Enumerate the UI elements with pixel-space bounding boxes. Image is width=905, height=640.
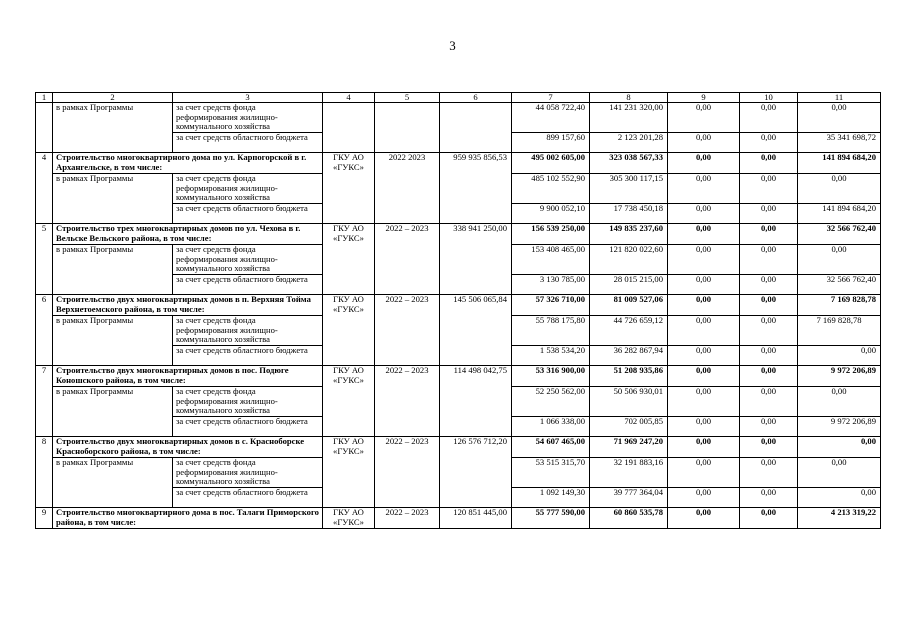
customer-cell: ГКУ АО «ГУКС» [323, 366, 375, 437]
total-value-cell: 0,00 [668, 295, 740, 316]
table-row [36, 366, 881, 387]
value-cell: 0,00 [668, 245, 740, 275]
total-value-cell: 9 972 206,89 [798, 366, 881, 387]
value-cell: 7 169 828,78 [798, 316, 881, 346]
total-value-cell: 54 607 465,00 [512, 437, 590, 458]
total-value-cell: 4 213 319,22 [798, 508, 881, 529]
column-header: 3 [173, 93, 323, 103]
years-cell: 2022 – 2023 [375, 295, 440, 366]
value-cell: 0,00 [798, 103, 881, 133]
total-value-cell: 53 316 900,00 [512, 366, 590, 387]
funding-source-cell: за счет средств фонда реформирования жилищно-коммунального хозяйства [173, 316, 323, 346]
sub-label-cell: в рамках Программы [53, 174, 173, 224]
project-title-cell: Строительство трех многоквартирных домов по ул. Чехова в г. Вельске Вельского района, в том числе: [53, 224, 323, 245]
project-title-cell: Строительство многоквартирного дома в пос. Талаги Приморского района, в том числе: [53, 508, 323, 529]
cost-cell: 120 851 445,00 [440, 508, 512, 529]
value-cell: 1 092 149,30 [512, 488, 590, 508]
value-cell: 0,00 [668, 458, 740, 488]
column-header: 1 [36, 93, 53, 103]
funding-source-cell: за счет средств областного бюджета [173, 488, 323, 508]
cost-cell: 338 941 250,00 [440, 224, 512, 295]
years-cell: 2022 – 2023 [375, 366, 440, 437]
value-cell: 0,00 [740, 488, 798, 508]
column-header: 2 [53, 93, 173, 103]
cost-cell: 145 506 065,84 [440, 295, 512, 366]
value-cell: 3 130 785,00 [512, 275, 590, 295]
table-row [36, 295, 881, 316]
column-header: 4 [323, 93, 375, 103]
value-cell: 0,00 [668, 133, 740, 153]
total-value-cell: 0,00 [740, 508, 798, 529]
table-row [36, 224, 881, 245]
total-value-cell: 0,00 [668, 437, 740, 458]
column-header: 10 [740, 93, 798, 103]
total-value-cell: 81 009 527,06 [590, 295, 668, 316]
row-number-cell: 7 [36, 366, 53, 437]
row-number-cell: 4 [36, 153, 53, 224]
value-cell: 0,00 [740, 458, 798, 488]
value-cell: 0,00 [668, 103, 740, 133]
total-value-cell: 156 539 250,00 [512, 224, 590, 245]
total-value-cell: 51 208 935,86 [590, 366, 668, 387]
value-cell: 36 282 867,94 [590, 346, 668, 366]
sub-label-cell: в рамках Программы [53, 316, 173, 366]
value-cell: 899 157,60 [512, 133, 590, 153]
value-cell: 2 123 201,28 [590, 133, 668, 153]
total-value-cell: 0,00 [668, 153, 740, 174]
value-cell: 0,00 [668, 417, 740, 437]
value-cell: 0,00 [740, 103, 798, 133]
value-cell: 0,00 [668, 488, 740, 508]
sub-label-cell: в рамках Программы [53, 245, 173, 295]
page-number: 3 [449, 38, 456, 53]
customer-cell: ГКУ АО «ГУКС» [323, 153, 375, 224]
value-cell: 0,00 [740, 316, 798, 346]
value-cell: 17 738 450,18 [590, 204, 668, 224]
sub-label-cell: в рамках Программы [53, 387, 173, 437]
value-cell: 35 341 698,72 [798, 133, 881, 153]
value-cell: 0,00 [740, 133, 798, 153]
value-cell: 0,00 [668, 275, 740, 295]
budget-table [35, 92, 881, 529]
value-cell: 0,00 [798, 458, 881, 488]
value-cell: 0,00 [740, 275, 798, 295]
value-cell: 53 515 315,70 [512, 458, 590, 488]
total-value-cell: 0,00 [668, 224, 740, 245]
row-number-cell: 5 [36, 224, 53, 295]
total-value-cell: 0,00 [798, 437, 881, 458]
value-cell: 141 231 320,00 [590, 103, 668, 133]
table-row [36, 508, 881, 529]
funding-source-cell: за счет средств фонда реформирования жилищно-коммунального хозяйства [173, 174, 323, 204]
value-cell: 0,00 [668, 316, 740, 346]
value-cell: 9 900 052,10 [512, 204, 590, 224]
value-cell: 141 894 684,20 [798, 204, 881, 224]
value-cell: 52 250 562,00 [512, 387, 590, 417]
value-cell: 0,00 [740, 174, 798, 204]
value-cell: 32 566 762,40 [798, 275, 881, 295]
total-value-cell: 0,00 [740, 437, 798, 458]
total-value-cell: 495 002 605,00 [512, 153, 590, 174]
customer-cell: ГКУ АО «ГУКС» [323, 508, 375, 529]
value-cell: 0,00 [798, 488, 881, 508]
table-row [36, 153, 881, 174]
value-cell: 1 066 338,00 [512, 417, 590, 437]
funding-source-cell: за счет средств областного бюджета [173, 133, 323, 153]
funding-source-cell: за счет средств областного бюджета [173, 204, 323, 224]
total-value-cell: 71 969 247,20 [590, 437, 668, 458]
value-cell: 0,00 [740, 204, 798, 224]
cost-cell: 126 576 712,20 [440, 437, 512, 508]
row-number-cell: 6 [36, 295, 53, 366]
total-value-cell: 32 566 762,40 [798, 224, 881, 245]
value-cell: 702 005,85 [590, 417, 668, 437]
project-title-cell: Строительство двух многоквартирных домов в пос. Подюге Коношского района, в том числе: [53, 366, 323, 387]
sub-label-cell: в рамках Программы [53, 458, 173, 508]
value-cell: 485 102 552,90 [512, 174, 590, 204]
cost-cell: 114 498 042,75 [440, 366, 512, 437]
column-header: 11 [798, 93, 881, 103]
years-cell [375, 103, 440, 153]
value-cell: 153 408 465,00 [512, 245, 590, 275]
funding-source-cell: за счет средств фонда реформирования жилищно-коммунального хозяйства [173, 103, 323, 133]
value-cell: 44 058 722,40 [512, 103, 590, 133]
funding-source-cell: за счет средств областного бюджета [173, 417, 323, 437]
total-value-cell: 323 038 567,33 [590, 153, 668, 174]
value-cell: 32 191 883,16 [590, 458, 668, 488]
value-cell: 121 820 022,60 [590, 245, 668, 275]
years-cell: 2022 – 2023 [375, 224, 440, 295]
customer-cell: ГКУ АО «ГУКС» [323, 295, 375, 366]
row-number-cell [36, 103, 53, 153]
customer-cell: ГКУ АО «ГУКС» [323, 224, 375, 295]
years-cell: 2022 2023 [375, 153, 440, 224]
value-cell: 0,00 [798, 245, 881, 275]
total-value-cell: 0,00 [668, 508, 740, 529]
column-header: 8 [590, 93, 668, 103]
project-title-cell: Строительство многоквартирного дома по ул. Карпогорской в г. Архангельске, в том числе: [53, 153, 323, 174]
funding-source-cell: за счет средств областного бюджета [173, 275, 323, 295]
column-number-row [36, 93, 881, 103]
value-cell: 1 538 534,20 [512, 346, 590, 366]
value-cell: 0,00 [668, 387, 740, 417]
table-row [36, 103, 881, 133]
years-cell: 2022 – 2023 [375, 508, 440, 529]
project-title-cell: Строительство двух многоквартирных домов в с. Красноборске Красноборского района, в том числе: [53, 437, 323, 458]
cost-cell [440, 103, 512, 153]
value-cell: 0,00 [798, 346, 881, 366]
column-header: 6 [440, 93, 512, 103]
total-value-cell: 0,00 [740, 295, 798, 316]
total-value-cell: 0,00 [740, 366, 798, 387]
funding-source-cell: за счет средств фонда реформирования жилищно-коммунального хозяйства [173, 387, 323, 417]
total-value-cell: 0,00 [668, 366, 740, 387]
value-cell: 0,00 [740, 387, 798, 417]
value-cell: 44 726 659,12 [590, 316, 668, 346]
sub-label-cell: в рамках Программы [53, 103, 173, 153]
cost-cell: 959 935 856,53 [440, 153, 512, 224]
row-number-cell: 9 [36, 508, 53, 529]
total-value-cell: 55 777 590,00 [512, 508, 590, 529]
value-cell: 55 788 175,80 [512, 316, 590, 346]
row-number-cell: 8 [36, 437, 53, 508]
funding-source-cell: за счет средств фонда реформирования жилищно-коммунального хозяйства [173, 245, 323, 275]
value-cell: 305 300 117,15 [590, 174, 668, 204]
value-cell: 39 777 364,04 [590, 488, 668, 508]
value-cell: 0,00 [798, 387, 881, 417]
value-cell: 0,00 [668, 204, 740, 224]
total-value-cell: 60 860 535,78 [590, 508, 668, 529]
total-value-cell: 0,00 [740, 153, 798, 174]
value-cell: 0,00 [740, 417, 798, 437]
value-cell: 0,00 [798, 174, 881, 204]
value-cell: 0,00 [740, 245, 798, 275]
column-header: 9 [668, 93, 740, 103]
value-cell: 28 015 215,00 [590, 275, 668, 295]
table-row [36, 437, 881, 458]
project-title-cell: Строительство двух многоквартирных домов в п. Верхняя Тойма Верхнетоемского района, в том числе: [53, 295, 323, 316]
customer-cell: ГКУ АО «ГУКС» [323, 437, 375, 508]
column-header: 5 [375, 93, 440, 103]
total-value-cell: 141 894 684,20 [798, 153, 881, 174]
total-value-cell: 7 169 828,78 [798, 295, 881, 316]
customer-cell [323, 103, 375, 153]
total-value-cell: 149 835 237,60 [590, 224, 668, 245]
value-cell: 0,00 [740, 346, 798, 366]
funding-source-cell: за счет средств фонда реформирования жилищно-коммунального хозяйства [173, 458, 323, 488]
value-cell: 9 972 206,89 [798, 417, 881, 437]
value-cell: 0,00 [668, 174, 740, 204]
funding-source-cell: за счет средств областного бюджета [173, 346, 323, 366]
total-value-cell: 0,00 [740, 224, 798, 245]
column-header: 7 [512, 93, 590, 103]
years-cell: 2022 – 2023 [375, 437, 440, 508]
value-cell: 0,00 [668, 346, 740, 366]
value-cell: 50 506 930,01 [590, 387, 668, 417]
total-value-cell: 57 326 710,00 [512, 295, 590, 316]
